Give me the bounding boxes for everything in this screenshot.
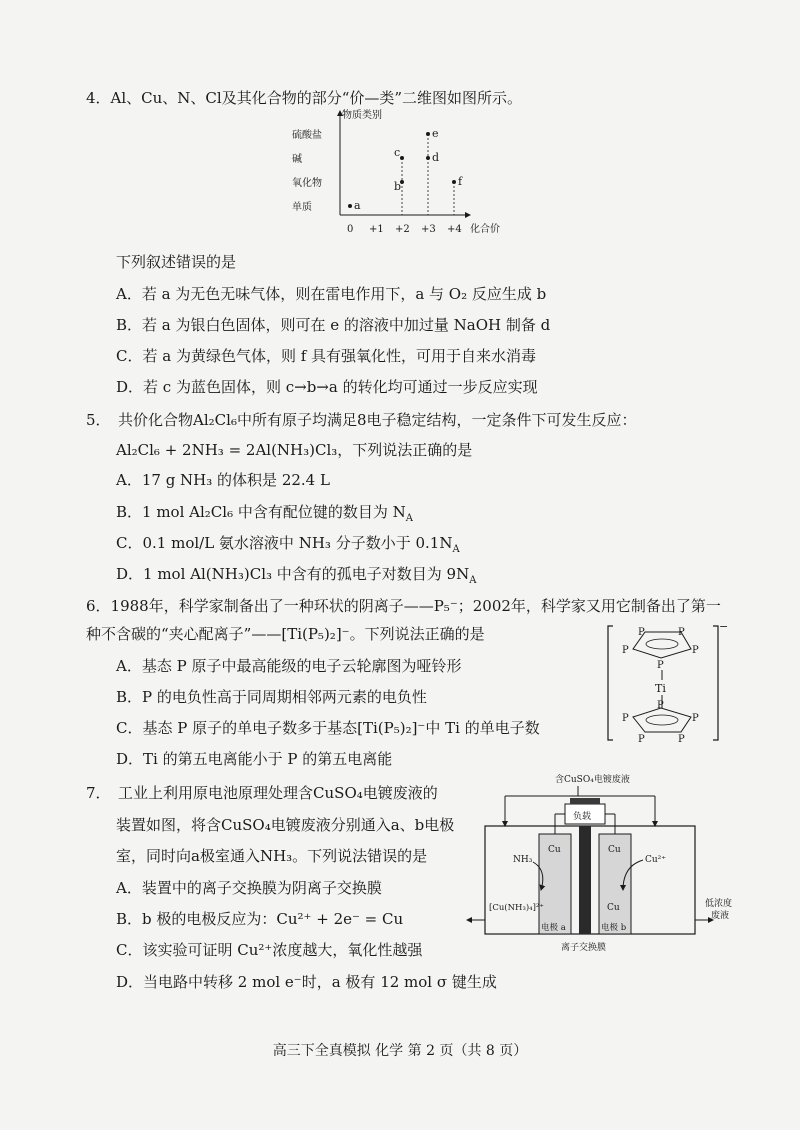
p-atom: P [692,713,699,724]
p-atom: P [638,734,645,745]
q7-option-a: A．装置中的离子交换膜为阴离子交换膜 [116,879,382,897]
point-label-b: b [394,180,402,193]
cu-left: Cu [548,845,561,855]
cu-complex-label: [Cu(NH₃)₄]²⁺ [489,903,544,913]
load-label: 负载 [573,812,592,822]
x-tick-label: +4 [447,224,462,235]
p-atom: P [678,734,685,745]
q7-option-c: C．该实验可证明 Cu²⁺浓度越大，氧化性越强 [116,941,423,959]
membrane-label: 离子交换膜 [561,943,607,953]
cu-right: Cu [608,845,621,855]
electrode-b-label: 电极 b [601,923,627,933]
p-atom: P [622,645,629,656]
q5-option-b: B．1 mol Al₂Cl₆ 中含有配位键的数目为 $N_A$ [116,503,413,524]
y-category-label: 碱 [292,154,302,165]
point-label-d: d [432,151,440,164]
point-label-a: a [354,199,361,212]
na-subscript: A [405,513,413,524]
q7-option-d: D．当电路中转移 2 mol e⁻时，a 极有 12 mol σ 键生成 [116,973,497,991]
q4-option-c: C．若 a 为黄绿色气体，则 f 具有强氧化性，可用于自来水消毒 [116,347,537,365]
x-tick-label: +2 [395,224,410,235]
point-e [426,132,430,136]
point-label-f: f [458,175,463,188]
q6-option-a: A．基态 P 原子中最高能级的电子云轮廓图为哑铃形 [116,657,462,675]
p-atom: P [657,700,664,711]
q5-option-c: C．0.1 mol/L 氨水溶液中 NH₃ 分子数小于 $0.1N_A$ [116,534,460,555]
q6-option-c: C．基态 P 原子的单电子数多于基态[Ti(P₅)₂]⁻中 Ti 的单电子数 [116,719,540,737]
point-label-c: c [394,146,401,159]
cu2-label: Cu²⁺ [645,855,667,865]
q7-line3: 室，同时向a极室通入NH₃。下列说法错误的是 [116,847,428,865]
x-tick-label: +1 [369,224,384,235]
electrode-a-label: 电极 a [541,923,566,933]
q5-equation: Al₂Cl₆ + 2NH₃ = 2Al(NH₃)Cl₃，下列说法正确的是 [116,441,473,459]
ion-exchange-membrane [579,826,591,934]
q5-option-d: D．1 mol Al(NH₃)Cl₃ 中含有的孤电子对数目为 $9N_A$ [116,565,477,586]
point-a [348,204,352,208]
cu-deposit: Cu [607,903,620,913]
q6-line1: 6．1988年，科学家制备出了一种环状的阴离子——P₅⁻；2002年，科学家又用它制备出了第一 [86,597,721,615]
y-category-label: 氧化物 [292,178,322,189]
q4-option-b: B．若 a 为银白色固体，则可在 e 的溶液中加过量 NaOH 制备 d [116,316,551,334]
y-category-label: 硫酸盐 [292,130,322,141]
charge-label: − [719,620,729,633]
q7-line1: 7． 工业上利用原电池原理处理含CuSO₄电镀废液的 [86,784,438,802]
y-category-label: 单质 [292,202,312,213]
electrolysis-cell-figure [455,770,745,962]
ti-atom: Ti [655,682,666,695]
q6-option-b: B．P 的电负性高于同周期相邻两元素的电负性 [116,688,427,706]
page-footer: 高三下全真模拟 化学 第 2 页（共 8 页） [272,1043,528,1059]
nh3-label: NH₃ [513,855,533,865]
point-label-e: e [432,127,439,140]
q6-line2: 种不含碳的“夹心配离子”——[Ti(P₅)₂]⁻。下列说法正确的是 [86,625,485,643]
q7-option-b: B．b 极的电极反应为：Cu²⁺ + 2e⁻ = Cu [116,910,404,928]
point-f [452,180,456,184]
na-subscript: A [452,544,460,555]
y-axis-title: 物质类别 [342,110,382,121]
q4-stem: 4．Al、Cu、N、Cl及其化合物的部分“价—类”二维图如图所示。 [86,89,523,107]
p-atom: P [622,713,629,724]
x-tick-label: +3 [421,224,436,235]
q4-prompt: 下列叙述错误的是 [116,253,237,271]
waste-label: 废液 [711,911,730,921]
p-atom: P [657,660,664,671]
p-atom: P [692,645,699,656]
q5-stem: 5． 共价化合物Al₂Cl₆中所有原子均满足8电子稳定结构，一定条件下可发生反应： [86,411,637,429]
q4-option-d: D．若 c 为蓝色固体，则 c→b→a 的转化均可通过一步反应实现 [116,378,538,396]
p-atom: P [638,627,645,638]
q4-valence-chart [290,108,520,238]
x-axis-title: 化合价 [470,224,500,235]
point-d [426,156,430,160]
q6-option-d: D．Ti 的第五电离能小于 P 的第五电离能 [116,750,393,768]
feed-label: 含CuSO₄电镀废液 [555,775,630,785]
p-atom: P [678,627,685,638]
q7-line2: 装置如图，将含CuSO₄电镀废液分别通入a、b电极 [116,816,455,834]
q5-option-a: A．17 g NH₃ 的体积是 22.4 L [116,471,330,489]
x-tick-label: 0 [347,224,354,235]
q4-option-a: A．若 a 为无色无味气体，则在雷电作用下，a 与 O₂ 反应生成 b [116,285,547,303]
na-subscript: A [469,575,477,586]
point-c [400,156,404,160]
sandwich-complex-figure [605,620,729,745]
low-conc-label: 低浓度 [705,899,733,909]
